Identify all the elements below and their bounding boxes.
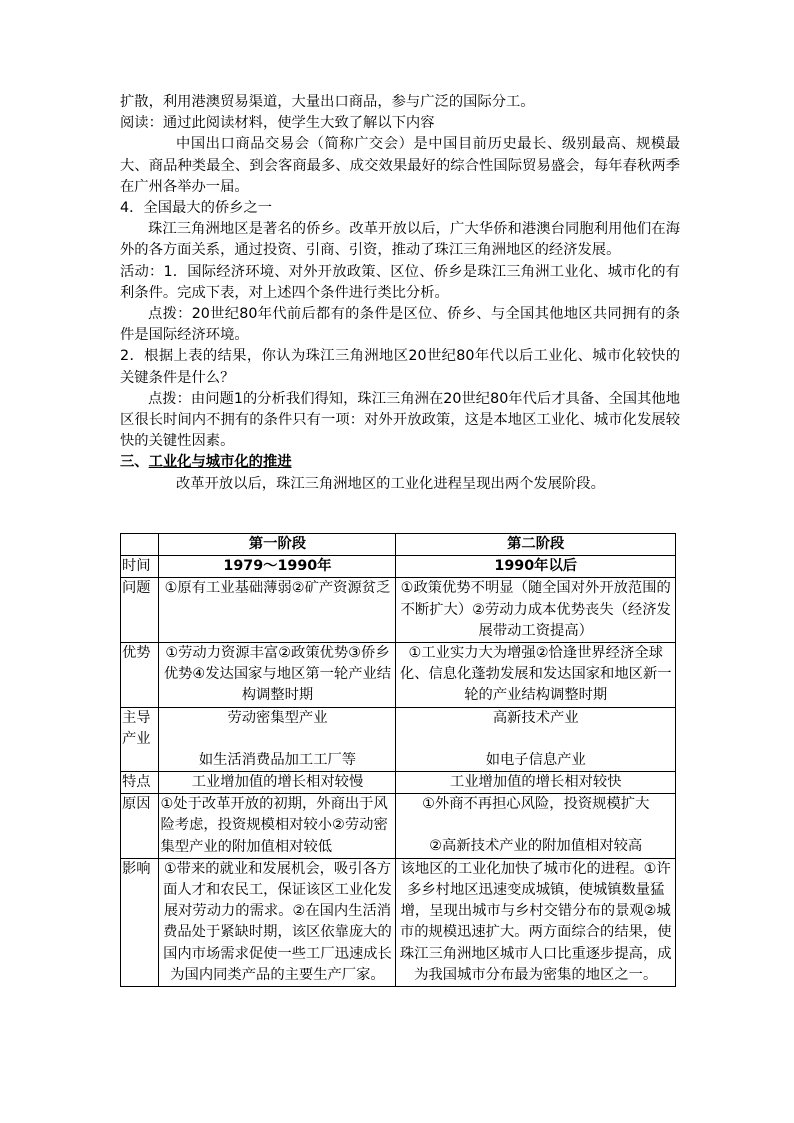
paragraph: 阅读：通过此阅读材料，使学生大致了解以下内容 bbox=[120, 115, 435, 132]
table-cell: 工业增加值的增长相对较慢 bbox=[159, 772, 396, 794]
cell-line: 劳动密集型产业 bbox=[227, 709, 328, 726]
table-cell: 工业增加值的增长相对较快 bbox=[396, 772, 676, 794]
table-header-row bbox=[121, 534, 676, 556]
table-cell: ①工业实力大为增强②恰逢世界经济全球化、信息化蓬勃发展和发达国家和地区新一轮的产业结构调整时期 bbox=[396, 643, 676, 708]
row-label: 优势 bbox=[121, 643, 159, 708]
cell-line: 高新技术产业 bbox=[492, 709, 579, 726]
paragraph: 点拨：由问题1的分析我们得知，珠江三角洲在20世纪80年代后才具备、全国其他地区很长时间内不拥有的条件只有一项：对外开放政策，这是本地区工业化、城市化发展较快的关键性因素。 bbox=[120, 390, 680, 450]
paragraph: 扩散，利用港澳贸易渠道，大量出口商品，参与广泛的国际分工。 bbox=[120, 94, 535, 110]
cell-line: ②高新技术产业的附加值相对较高 bbox=[429, 838, 643, 855]
section-title bbox=[120, 452, 680, 473]
paragraph: 2．根据上表的结果，你认为珠江三角洲地区20世纪80年代以后工业化、城市化较快的关键条件是什么？ bbox=[120, 348, 680, 386]
table-header: 第一阶段 bbox=[159, 534, 396, 556]
table-cell: 1990年以后 bbox=[396, 556, 676, 578]
table-row bbox=[121, 578, 676, 643]
row-label: 时间 bbox=[121, 556, 159, 578]
table-cell bbox=[396, 794, 676, 859]
table-cell: 1979～1990年 bbox=[159, 556, 396, 578]
paragraph: 改革开放以后，珠江三角洲地区的工业化进程呈现出两个发展阶段。 bbox=[176, 475, 605, 492]
cell-line: 如电子信息产业 bbox=[485, 751, 586, 768]
table-cell: ①劳动力资源丰富②政策优势③侨乡优势④发达国家与地区第一轮产业结构调整时期 bbox=[159, 643, 396, 708]
table-cell: ①处于改革开放的初期，外商出于风险考虑，投资规模相对较小②劳动密集型产业的附加值相对较低 bbox=[159, 794, 396, 859]
row-label: 原因 bbox=[121, 794, 159, 859]
section-number: 三、 bbox=[120, 454, 149, 471]
section-title-text: 工业化与城市化的推进 bbox=[148, 454, 292, 471]
table-cell bbox=[121, 534, 159, 556]
table-cell bbox=[396, 707, 676, 771]
paragraph: 活动：1．国际经济环境、对外开放政策、区位、侨乡是珠江三角洲工业化、城市化的有利条件。完成下表，对上述四个条件进行类比分析。 bbox=[120, 263, 680, 301]
table-row bbox=[121, 772, 676, 794]
cell-line: 如生活消费品加工工厂等 bbox=[198, 751, 357, 768]
table-header: 第二阶段 bbox=[396, 534, 676, 556]
table-cell bbox=[159, 707, 396, 771]
cell-line: ①外商不再担心风险，投资规模扩大 bbox=[422, 796, 650, 813]
document-body bbox=[120, 92, 680, 495]
table-row bbox=[121, 556, 676, 578]
paragraph: 珠江三角洲地区是著名的侨乡。改革开放以后，广大华侨和港澳台同胞利用他们在海外的各方面关系，通过投资、引商、引资，推动了珠江三角洲地区的经济发展。 bbox=[120, 221, 680, 259]
table-cell: ①带来的就业和发展机会，吸引各方面人才和农民工，保证该区工业化发展对劳动力的需求。②在国内生活消费品处于紧缺时期，该区依靠庞大的国内市场需求促使一些工厂迅速成长为国内同类产品的主要生产厂家。 bbox=[159, 858, 396, 986]
paragraph: 点拨：20世纪80年代前后都有的条件是区位、侨乡、与全国其他地区共同拥有的条件是国际经济环境。 bbox=[120, 306, 680, 344]
row-label: 主导产业 bbox=[121, 707, 159, 771]
row-label: 影响 bbox=[121, 858, 159, 986]
table-cell: 该地区的工业化加快了城市化的进程。①许多乡村地区迅速变成城镇，使城镇数量猛增，呈现出城市与乡村交错分布的景观②城市的规模迅速扩大。两方面综合的结果，使珠江三角洲地区城市人口比重逐步提高，成为我国城市分布最为密集的地区之一。 bbox=[396, 858, 676, 986]
table-cell: ①原有工业基础薄弱②矿产资源贫乏 bbox=[159, 578, 396, 643]
table-cell: ①政策优势不明显（随全国对外开放范围的不断扩大）②劳动力成本优势丧失（经济发展带动工资提高） bbox=[396, 578, 676, 643]
row-label: 问题 bbox=[121, 578, 159, 643]
paragraph: 中国出口商品交易会（简称广交会）是中国目前历史最长、级别最高、规模最大、商品种类最全、到会客商最多、成交效果最好的综合性国际贸易盛会，每年春秋两季在广州各举办一届。 bbox=[120, 136, 680, 195]
row-label: 特点 bbox=[121, 772, 159, 794]
stages-table bbox=[120, 533, 676, 987]
table-row bbox=[121, 643, 676, 708]
table-row bbox=[121, 707, 676, 771]
table-row bbox=[121, 858, 676, 986]
section-heading: 4．全国最大的侨乡之一 bbox=[120, 200, 273, 217]
table-row bbox=[121, 794, 676, 859]
